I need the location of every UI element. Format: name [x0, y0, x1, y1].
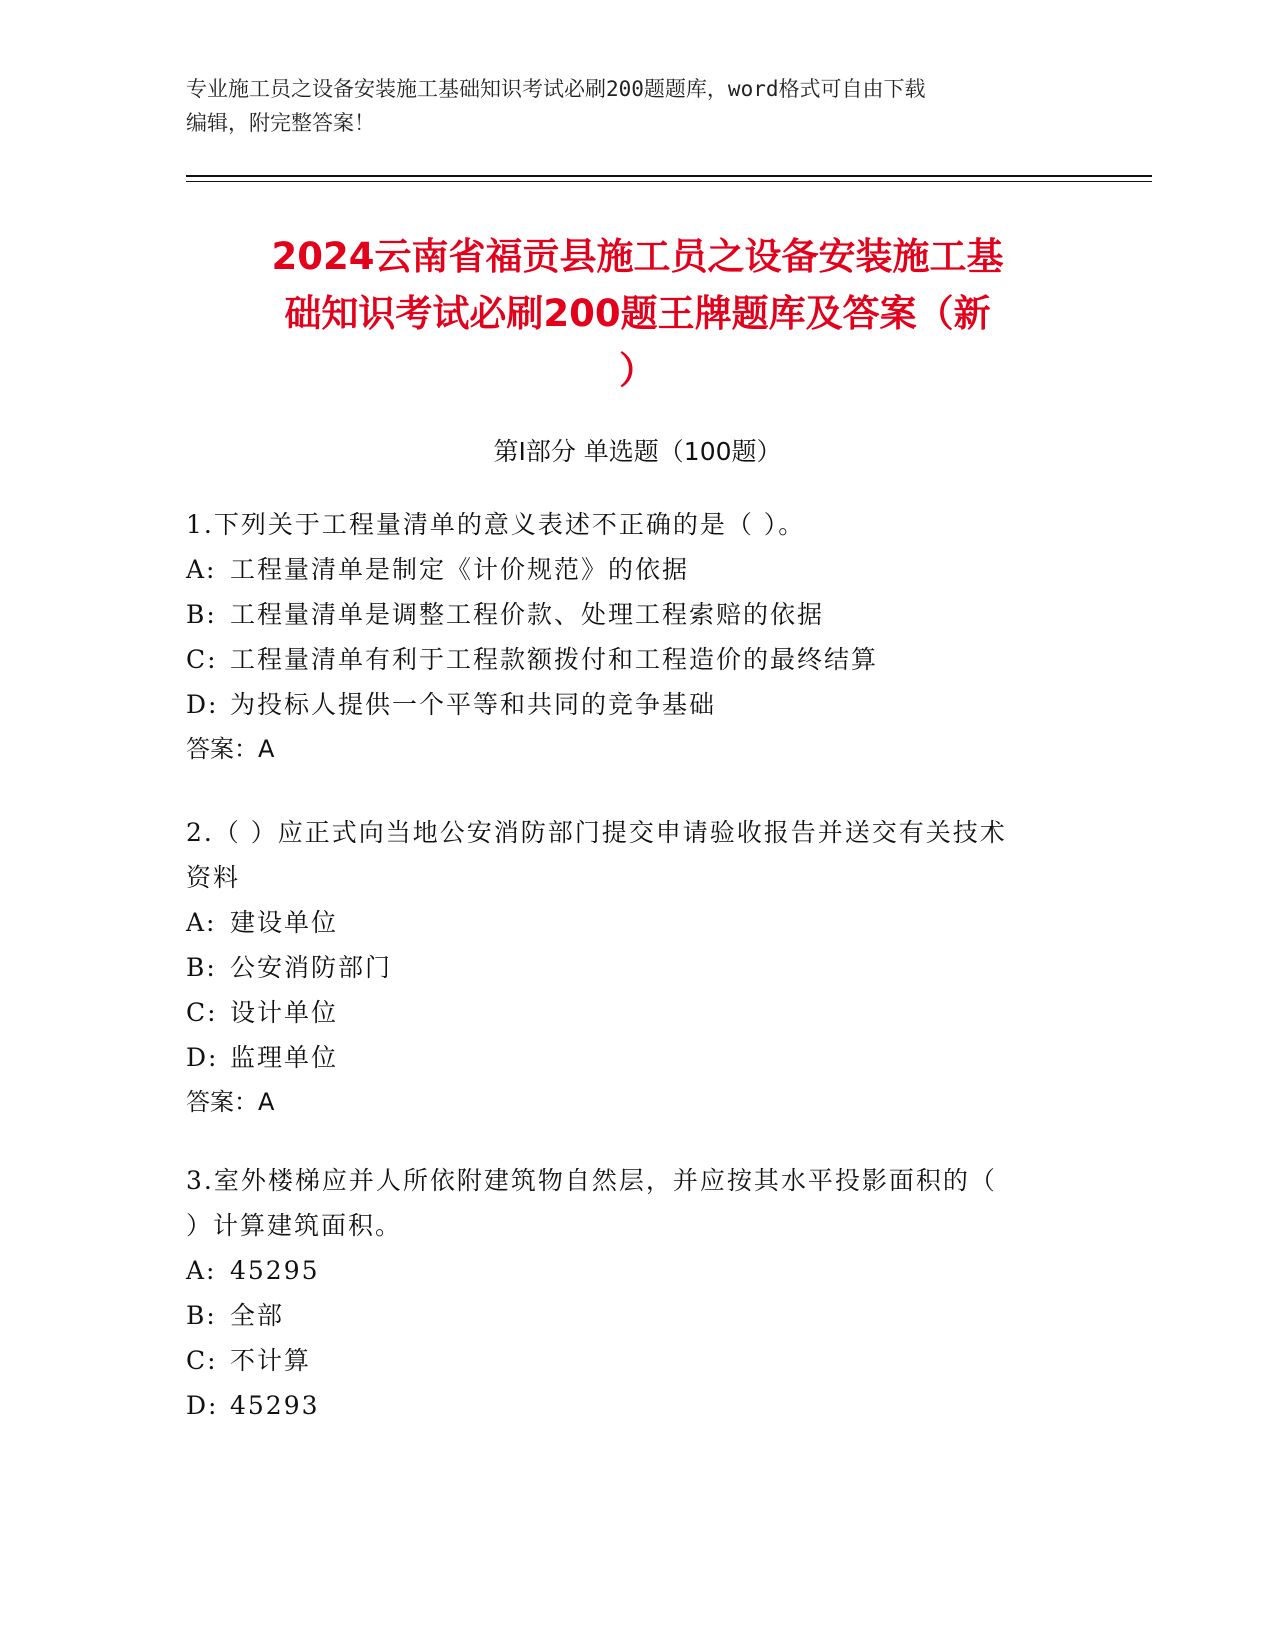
header-note	[186, 72, 1086, 140]
option-key: D:	[186, 690, 219, 719]
question-2	[186, 810, 1086, 1125]
option-text: 工程量清单有利于工程款额拨付和工程造价的最终结算	[230, 645, 879, 674]
answer: 答案：A	[186, 735, 275, 763]
header-note-line: 专业施工员之设备安装施工基础知识考试必刷200题题库，word格式可自由下载	[186, 77, 926, 101]
option-key: D:	[186, 1043, 219, 1072]
question-stem: 1.下列关于工程量清单的意义表述不正确的是（ ）。	[186, 510, 806, 539]
question-stem: 3.室外楼梯应并人所依附建筑物自然层，并应按其水平投影面积的（	[186, 1166, 997, 1195]
header-note-line: 编辑，附完整答案！	[186, 111, 375, 135]
option-b	[186, 1293, 1086, 1338]
option-key: B:	[186, 600, 217, 629]
title-line: ）	[619, 349, 656, 392]
option-key: C:	[186, 645, 218, 674]
option-text: 45293	[230, 1391, 320, 1420]
option-a	[186, 1248, 1086, 1293]
option-a	[186, 900, 1086, 945]
option-key: A:	[186, 555, 217, 584]
option-key: A:	[186, 908, 217, 937]
option-key: C:	[186, 1346, 218, 1375]
section-heading: 第Ⅰ部分 单选题（100题）	[493, 437, 782, 466]
question-stem: 2.（ ）应正式向当地公安消防部门提交申请验收报告并送交有关技术	[186, 818, 1007, 847]
header-rule-thin	[186, 181, 1152, 182]
option-text: 全部	[230, 1301, 285, 1330]
question-stem: 资料	[186, 863, 241, 892]
question-3	[186, 1158, 1086, 1428]
option-text: 设计单位	[230, 998, 339, 1027]
option-b	[186, 592, 1086, 637]
option-text: 不计算	[230, 1346, 312, 1375]
option-c	[186, 1338, 1086, 1383]
option-key: C:	[186, 998, 218, 1027]
option-d	[186, 682, 1086, 727]
option-c	[186, 990, 1086, 1035]
answer: 答案：A	[186, 1088, 275, 1116]
option-text: 工程量清单是调整工程价款、处理工程索赔的依据	[230, 600, 825, 629]
option-key: B:	[186, 953, 217, 982]
option-c	[186, 637, 1086, 682]
option-text: 公安消防部门	[230, 953, 393, 982]
option-text: 45295	[230, 1256, 320, 1285]
question-stem: ）计算建筑面积。	[186, 1211, 403, 1240]
title-line: 础知识考试必刷200题王牌题库及答案（新	[284, 292, 991, 335]
document-title	[160, 228, 1115, 399]
option-text: 为投标人提供一个平等和共同的竞争基础	[230, 690, 717, 719]
title-line: 2024云南省福贡县施工员之设备安装施工基	[271, 235, 1004, 278]
option-text: 监理单位	[230, 1043, 339, 1072]
question-1	[186, 502, 1086, 772]
option-d	[186, 1035, 1086, 1080]
option-a	[186, 547, 1086, 592]
header-rule-thick	[186, 175, 1152, 177]
option-text: 建设单位	[230, 908, 339, 937]
option-b	[186, 945, 1086, 990]
option-key: D:	[186, 1391, 219, 1420]
option-d	[186, 1383, 1086, 1428]
option-key: A:	[186, 1256, 217, 1285]
option-key: B:	[186, 1301, 217, 1330]
option-text: 工程量清单是制定《计价规范》的依据	[230, 555, 690, 584]
